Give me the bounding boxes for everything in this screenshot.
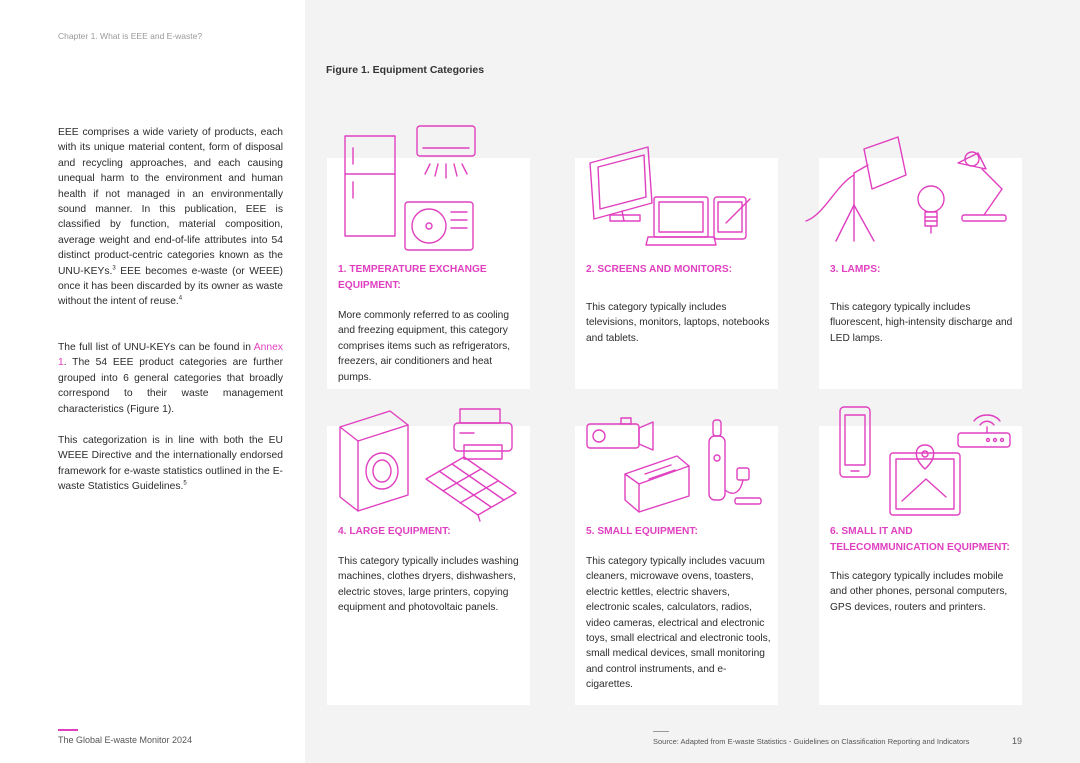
page-number: 19 (1012, 736, 1023, 746)
footer-accent-bar (58, 729, 78, 731)
lamps-illustration (806, 135, 1012, 250)
figure-source: Source: Adapted from E-waste Statistics - Guidelines on Classification Reporting and Indicators (653, 737, 970, 746)
category-description: This category typically includes fluorescent, high-intensity discharge and LED lamps. (830, 302, 1013, 344)
category-description: More commonly referred to as cooling and freezing equipment, this category comprises items such as refrigerators, freezers, air conditioners and heat pumps. (338, 310, 511, 383)
category-title: 1. TEMPERATURE EXCHANGE EQUIPMENT: (338, 264, 487, 291)
category-description: This category typically includes washing machines, clothes dryers, dishwashers, electric stoves, large printers, copying equipment and photovoltaic panels. (338, 556, 519, 614)
heat-pump-icon (405, 202, 473, 250)
printer-icon (454, 409, 512, 459)
air-conditioner-icon (417, 126, 475, 178)
monitor-icon (590, 147, 652, 221)
annex-link[interactable]: Annex 1 (58, 342, 283, 369)
category-description: This category typically includes televisions, monitors, laptops, notebooks and tablets. (586, 302, 770, 344)
electric-toothbrush-icon (709, 420, 761, 504)
category-title: 2. SCREENS AND MONITORS: (586, 264, 733, 275)
toaster-icon (625, 456, 689, 512)
laptop-icon (646, 197, 716, 245)
paragraph-categorization: This categorization is in line with both the EU WEEE Directive and the internationally endorsed framework for e-waste statistics outlined in the E-waste Statistics Guidelines.$^5$ (58, 435, 283, 493)
large-equipment-illustration (336, 407, 521, 527)
category-title: 4. LARGE EQUIPMENT: (338, 526, 451, 537)
figure-title: Figure 1. Equipment Categories (326, 64, 485, 76)
small-it-illustration (838, 405, 1018, 525)
chapter-header: Chapter 1. What is EEE and E-waste? (58, 31, 203, 41)
refrigerator-icon (345, 136, 395, 236)
footnote-ref[interactable]: 5 (183, 480, 187, 487)
publication-title: The Global E-waste Monitor 2024 (58, 735, 193, 745)
tablet-icon (714, 197, 750, 239)
temperature-exchange-illustration (343, 124, 483, 259)
category-description: This category typically includes vacuum cleaners, microwave ovens, toasters, electric kettles, electric shavers, electronic scales, calculators, radios, video cameras, electrical and electronic toys, small electrical and electronic tools, small medical devices, small monitoring and control instruments, and e-cigarettes. (586, 556, 771, 691)
screens-monitors-illustration (588, 145, 758, 260)
source-accent-bar (653, 731, 669, 732)
router-icon (958, 415, 1010, 447)
gps-device-icon (890, 445, 960, 515)
small-equipment-illustration (585, 418, 770, 518)
washing-machine-icon (340, 411, 408, 511)
category-title: 6. SMALL IT AND TELECOMMUNICATION EQUIPMENT: (830, 526, 1010, 553)
category-title: 3. LAMPS: (830, 264, 881, 275)
paragraph-eee-definition: EEE comprises a wide variety of products, each with its unique material content, form of disposal and recycling approaches, and each causing unequal harm to the environment and human health if not managed in an environmentally sound manner. In this publication, EEE is classified by function, material composition, average weight and end-of-life attributes into 54 distinct product-centric categories known as the UNU-KEYs.$^3$ EEE becomes e-waste (or WEEE) once it has been discarded by its owner as waste without the intent of reuse.$^4$ (58, 127, 283, 308)
mobile-phone-icon (840, 407, 870, 477)
footnote-ref[interactable]: 4 (178, 296, 183, 303)
video-camera-icon (587, 418, 653, 450)
footnote-ref[interactable]: 3 (112, 265, 116, 272)
paragraph-unu-keys: The full list of UNU-KEYs can be found in Annex 1. The 54 EEE product categories are further grouped into 6 general categories that broadly correspond to their waste management characteristics (Figure 1). (58, 342, 283, 415)
desk-lamp-icon (958, 152, 1006, 221)
studio-lamp-icon (806, 137, 906, 241)
light-bulb-icon (918, 186, 944, 233)
category-title: 5. SMALL EQUIPMENT: (586, 526, 698, 537)
category-description: This category typically includes mobile and other phones, personal computers, GPS devices, routers and printers. (830, 571, 1008, 613)
solar-panel-icon (426, 457, 516, 521)
